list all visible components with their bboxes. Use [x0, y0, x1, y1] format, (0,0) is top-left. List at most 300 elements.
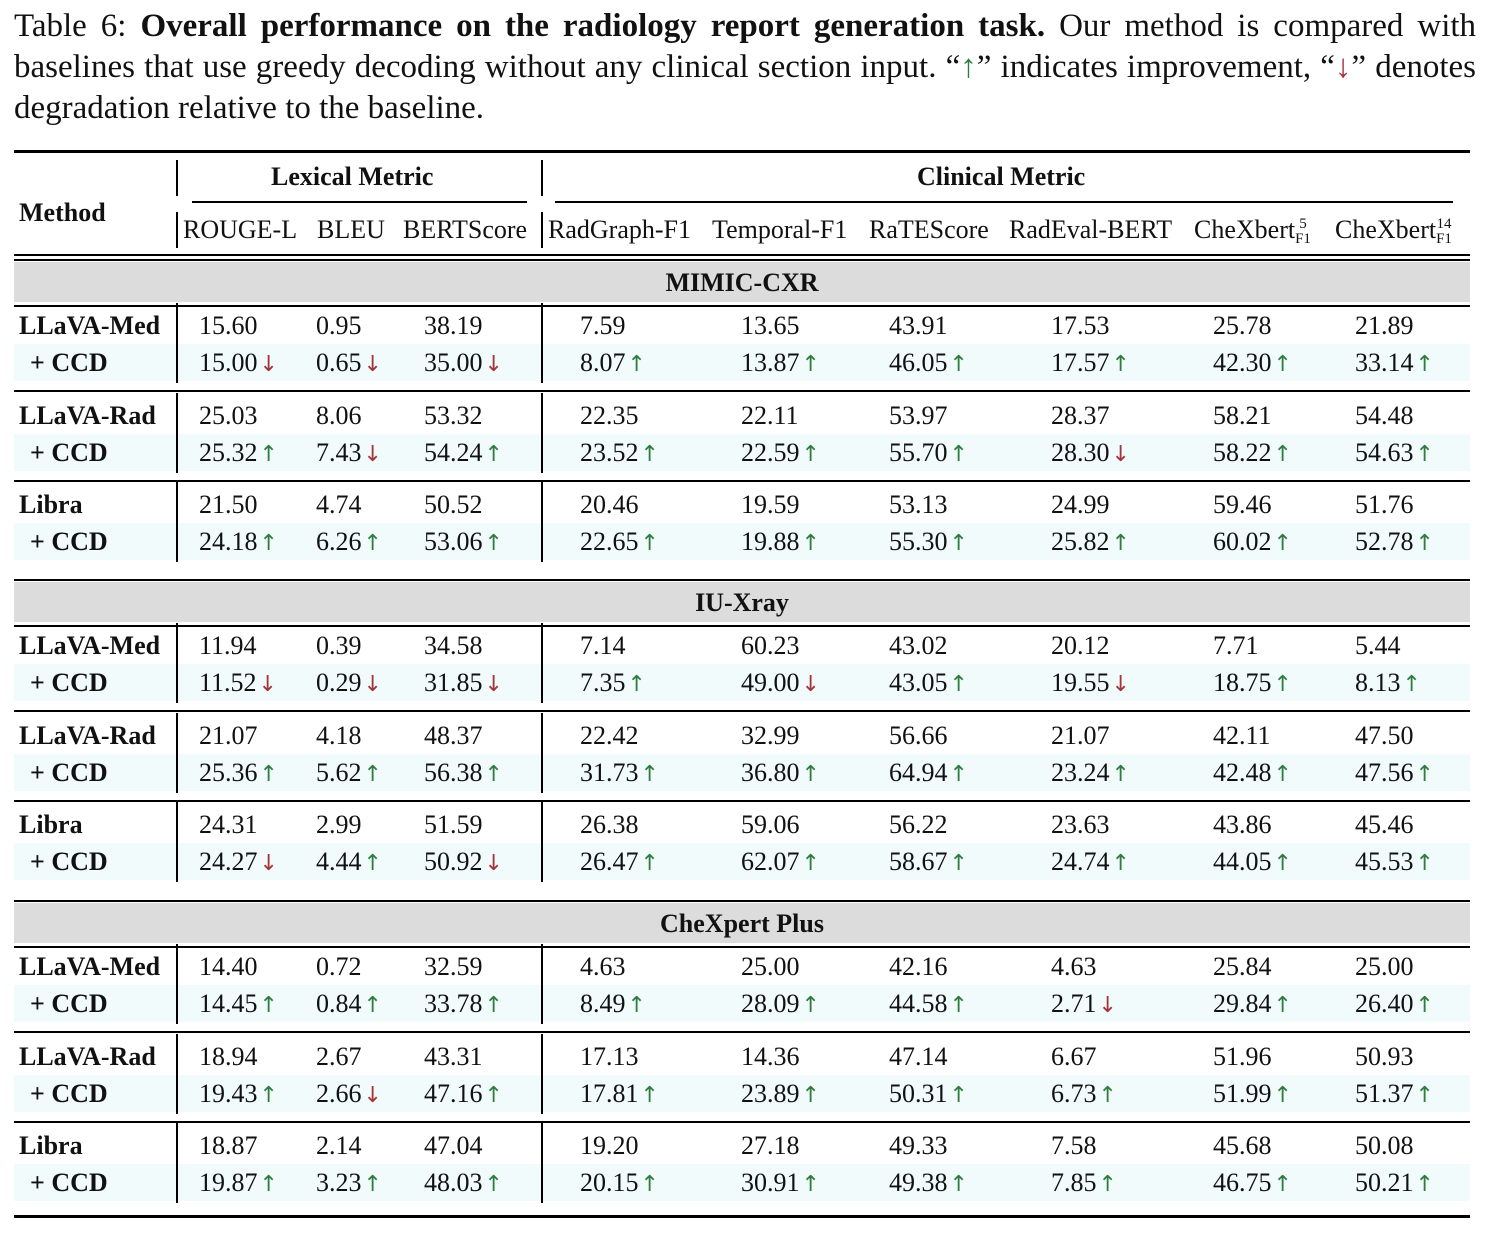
ccd-number: 22.59 — [741, 438, 800, 467]
ccd-value — [1213, 438, 1292, 470]
ccd-value — [316, 668, 382, 700]
dataset-header — [14, 582, 1470, 622]
ccd-number: 51.37 — [1355, 1079, 1414, 1108]
ccd-value — [424, 668, 503, 700]
ccd-number: 28.30 — [1051, 438, 1110, 467]
ccd-number: 3.23 — [316, 1168, 362, 1197]
up-arrow-icon: ↑ — [1273, 762, 1292, 787]
ccd-value — [1051, 758, 1130, 790]
ccd-value — [424, 348, 503, 380]
up-arrow-icon: ↑ — [1273, 672, 1292, 697]
up-arrow-icon: ↑ — [259, 762, 278, 787]
up-arrow-icon: ↑ — [259, 1083, 278, 1108]
ccd-number: 22.65 — [580, 527, 639, 556]
ccd-number: 47.56 — [1355, 758, 1414, 787]
ccd-value — [580, 989, 646, 1021]
group-separator — [176, 1034, 178, 1114]
down-arrow-icon: ↓ — [1334, 49, 1352, 85]
up-arrow-icon: ↑ — [949, 993, 968, 1018]
ccd-value — [1213, 527, 1292, 559]
ccd-number: 52.78 — [1355, 527, 1414, 556]
ccd-number: 8.13 — [1355, 668, 1401, 697]
ccd-value — [580, 758, 659, 790]
group-separator — [176, 303, 178, 383]
model-name: Libra — [19, 1131, 83, 1160]
ccd-label: + CCD — [30, 989, 108, 1018]
base-value: 0.95 — [316, 311, 362, 340]
base-value: 53.32 — [424, 401, 483, 430]
down-arrow-icon: ↓ — [801, 672, 820, 697]
ccd-number: 0.65 — [316, 348, 362, 377]
ccd-value — [424, 1168, 503, 1200]
ccd-value — [1355, 1168, 1434, 1200]
ccd-number: 46.75 — [1213, 1168, 1272, 1197]
ccd-number: 15.00 — [199, 348, 258, 377]
ccd-value — [1355, 758, 1434, 790]
ccd-value — [199, 989, 278, 1021]
down-arrow-icon: ↓ — [259, 851, 278, 876]
ccd-number: 2.71 — [1051, 989, 1097, 1018]
chexbert-5-label: CheXbert — [1194, 215, 1296, 244]
ccd-number: 2.66 — [316, 1079, 362, 1108]
base-value: 25.03 — [199, 401, 258, 430]
base-value: 45.46 — [1355, 810, 1414, 839]
ccd-value — [889, 1168, 968, 1200]
ccd-number: 33.78 — [424, 989, 483, 1018]
ccd-value — [1213, 989, 1292, 1021]
group-separator — [176, 1123, 178, 1203]
col-header-radeval-bert: RadEval-BERT — [1009, 215, 1173, 244]
base-value: 53.97 — [889, 401, 948, 430]
ccd-value — [741, 668, 820, 700]
up-arrow-icon: ↑ — [801, 1083, 820, 1108]
section-rule — [14, 625, 1470, 627]
base-value: 50.93 — [1355, 1042, 1414, 1071]
ccd-number: 43.05 — [889, 668, 948, 697]
base-value: 42.11 — [1213, 721, 1271, 750]
up-arrow-icon: ↑ — [1415, 442, 1434, 467]
base-value: 17.13 — [580, 1042, 639, 1071]
ccd-number: 25.32 — [199, 438, 258, 467]
group-rule — [14, 1121, 1470, 1123]
table-caption — [14, 6, 1476, 129]
section-rule — [14, 579, 1470, 581]
base-value: 25.00 — [1355, 952, 1414, 981]
ccd-label: + CCD — [30, 758, 108, 787]
ccd-value — [424, 847, 503, 879]
up-arrow-icon: ↑ — [363, 531, 382, 556]
clinical-group-header: Clinical Metric — [917, 162, 1086, 191]
up-arrow-icon: ↑ — [640, 851, 659, 876]
group-separator — [541, 944, 543, 1024]
ccd-number: 23.24 — [1051, 758, 1110, 787]
group-separator — [541, 802, 543, 882]
ccd-number: 56.38 — [424, 758, 483, 787]
ccd-value — [199, 758, 278, 790]
ccd-label: + CCD — [30, 348, 108, 377]
ccd-value — [889, 1079, 968, 1111]
base-value: 7.14 — [580, 631, 626, 660]
ccd-value — [316, 847, 382, 879]
base-value: 18.87 — [199, 1131, 258, 1160]
ccd-number: 31.85 — [424, 668, 483, 697]
section-rule — [14, 259, 1470, 261]
base-value: 51.76 — [1355, 490, 1414, 519]
ccd-value — [741, 758, 820, 790]
up-arrow-icon: ↑ — [949, 352, 968, 377]
down-arrow-icon: ↓ — [1111, 672, 1130, 697]
base-value: 18.94 — [199, 1042, 258, 1071]
up-arrow-icon: ↑ — [949, 1083, 968, 1108]
up-arrow-icon: ↑ — [640, 762, 659, 787]
ccd-value — [316, 1168, 382, 1200]
down-arrow-icon: ↓ — [484, 672, 503, 697]
ccd-number: 4.44 — [316, 847, 362, 876]
ccd-value — [1051, 1079, 1117, 1111]
ccd-number: 29.84 — [1213, 989, 1272, 1018]
col-header-rouge-l: ROUGE-L — [183, 215, 298, 244]
ccd-value — [424, 527, 503, 559]
up-arrow-icon: ↑ — [363, 762, 382, 787]
base-value: 26.38 — [580, 810, 639, 839]
ccd-label: + CCD — [30, 668, 108, 697]
base-value: 0.39 — [316, 631, 362, 660]
down-arrow-icon: ↓ — [1098, 993, 1117, 1018]
dataset-name: MIMIC-CXR — [665, 268, 819, 297]
base-value: 56.66 — [889, 721, 948, 750]
group-rule — [14, 1031, 1470, 1033]
base-value: 42.16 — [889, 952, 948, 981]
ccd-value — [1051, 348, 1130, 380]
ccd-number: 5.62 — [316, 758, 362, 787]
ccd-value — [889, 438, 968, 470]
base-value: 2.67 — [316, 1042, 362, 1071]
ccd-value — [199, 1079, 278, 1111]
ccd-value — [316, 758, 382, 790]
up-arrow-icon: ↑ — [484, 1172, 503, 1197]
up-arrow-icon: ↑ — [484, 1083, 503, 1108]
up-arrow-icon: ↑ — [949, 531, 968, 556]
ccd-value — [424, 438, 503, 470]
ccd-value — [199, 527, 278, 559]
ccd-number: 8.07 — [580, 348, 626, 377]
ccd-number: 19.55 — [1051, 668, 1110, 697]
ccd-number: 58.22 — [1213, 438, 1272, 467]
base-value: 15.60 — [199, 311, 258, 340]
base-value: 43.31 — [424, 1042, 483, 1071]
base-value: 60.23 — [741, 631, 800, 660]
base-value: 0.72 — [316, 952, 362, 981]
model-name: LLaVA-Med — [19, 631, 161, 660]
ccd-number: 42.48 — [1213, 758, 1272, 787]
up-arrow-icon: ↑ — [1415, 352, 1434, 377]
ccd-number: 33.14 — [1355, 348, 1414, 377]
ccd-number: 44.58 — [889, 989, 948, 1018]
chexbert-5-sub: F1 — [1295, 231, 1311, 248]
lexical-underline — [192, 201, 527, 203]
ccd-number: 18.75 — [1213, 668, 1272, 697]
ccd-value — [889, 989, 968, 1021]
base-value: 27.18 — [741, 1131, 800, 1160]
up-arrow-icon: ↑ — [801, 762, 820, 787]
ccd-value — [580, 348, 646, 380]
ccd-value — [889, 847, 968, 879]
col-header-chexbert-14 — [1335, 215, 1452, 247]
base-value: 14.40 — [199, 952, 258, 981]
down-arrow-icon: ↓ — [484, 851, 503, 876]
ccd-number: 47.16 — [424, 1079, 483, 1108]
up-arrow-icon: ↑ — [1273, 851, 1292, 876]
up-arrow-icon: ↑ — [484, 993, 503, 1018]
ccd-number: 6.73 — [1051, 1079, 1097, 1108]
group-separator — [541, 1123, 543, 1203]
up-arrow-icon: ↑ — [1415, 851, 1434, 876]
ccd-number: 58.67 — [889, 847, 948, 876]
base-value: 14.36 — [741, 1042, 800, 1071]
ccd-number: 35.00 — [424, 348, 483, 377]
ccd-value — [1213, 348, 1292, 380]
base-value: 47.14 — [889, 1042, 948, 1071]
ccd-number: 64.94 — [889, 758, 948, 787]
model-name: LLaVA-Med — [19, 311, 161, 340]
ccd-value — [199, 668, 277, 700]
down-arrow-icon: ↓ — [1111, 442, 1130, 467]
ccd-number: 48.03 — [424, 1168, 483, 1197]
ccd-value — [316, 989, 382, 1021]
ccd-value — [889, 348, 968, 380]
header-rule — [14, 254, 1470, 256]
ccd-number: 6.26 — [316, 527, 362, 556]
model-name: LLaVA-Med — [19, 952, 161, 981]
model-name: LLaVA-Rad — [19, 401, 156, 430]
up-arrow-icon: ↑ — [1111, 762, 1130, 787]
ccd-number: 28.09 — [741, 989, 800, 1018]
model-name: LLaVA-Rad — [19, 721, 156, 750]
up-arrow-icon: ↑ — [801, 993, 820, 1018]
ccd-number: 54.63 — [1355, 438, 1414, 467]
base-value: 25.84 — [1213, 952, 1272, 981]
group-separator — [541, 393, 543, 473]
base-value: 6.67 — [1051, 1042, 1097, 1071]
ccd-number: 14.45 — [199, 989, 258, 1018]
base-value: 20.12 — [1051, 631, 1110, 660]
base-value: 22.42 — [580, 721, 639, 750]
base-value: 32.99 — [741, 721, 800, 750]
ccd-value — [1355, 847, 1434, 879]
group-rule — [14, 710, 1470, 712]
method-header: Method — [19, 198, 106, 227]
ccd-value — [199, 847, 278, 879]
group-separator — [176, 393, 178, 473]
base-value: 2.99 — [316, 810, 362, 839]
ccd-number: 45.53 — [1355, 847, 1414, 876]
ccd-number: 50.21 — [1355, 1168, 1414, 1197]
up-arrow-icon: ↑ — [1415, 762, 1434, 787]
ccd-number: 50.92 — [424, 847, 483, 876]
base-value: 59.06 — [741, 810, 800, 839]
caption-text-3: ” denotes degradation relative to the baseline. — [14, 49, 1476, 126]
up-arrow-icon: ↑ — [1111, 851, 1130, 876]
group-separator — [541, 623, 543, 703]
base-value: 59.46 — [1213, 490, 1272, 519]
base-value: 51.96 — [1213, 1042, 1272, 1071]
ccd-number: 60.02 — [1213, 527, 1272, 556]
down-arrow-icon: ↓ — [363, 672, 382, 697]
base-value: 4.74 — [316, 490, 362, 519]
ccd-label: + CCD — [30, 527, 108, 556]
up-arrow-icon: ↑ — [1273, 1172, 1292, 1197]
ccd-number: 51.99 — [1213, 1079, 1272, 1108]
base-value: 22.11 — [741, 401, 799, 430]
model-name: Libra — [19, 490, 83, 519]
base-value: 23.63 — [1051, 810, 1110, 839]
ccd-number: 26.40 — [1355, 989, 1414, 1018]
base-value: 5.44 — [1355, 631, 1401, 660]
group-separator — [176, 623, 178, 703]
up-arrow-icon: ↑ — [801, 352, 820, 377]
ccd-value — [889, 668, 968, 700]
base-value: 25.78 — [1213, 311, 1272, 340]
ccd-number: 17.81 — [580, 1079, 639, 1108]
lexical-group-header: Lexical Metric — [271, 162, 434, 191]
dataset-name: IU-Xray — [695, 588, 789, 617]
group-separator — [541, 1034, 543, 1114]
base-value: 24.99 — [1051, 490, 1110, 519]
up-arrow-icon: ↑ — [363, 993, 382, 1018]
ccd-number: 24.18 — [199, 527, 258, 556]
ccd-number: 0.29 — [316, 668, 362, 697]
base-value: 19.59 — [741, 490, 800, 519]
up-arrow-icon: ↑ — [484, 442, 503, 467]
ccd-number: 19.43 — [199, 1079, 258, 1108]
ccd-number: 49.00 — [741, 668, 800, 697]
ccd-value — [1213, 668, 1292, 700]
group-separator — [176, 713, 178, 793]
up-arrow-icon: ↑ — [1415, 1172, 1434, 1197]
base-value: 56.22 — [889, 810, 948, 839]
ccd-value — [199, 438, 278, 470]
up-arrow-icon: ↑ — [259, 531, 278, 556]
ccd-number: 44.05 — [1213, 847, 1272, 876]
base-value: 48.37 — [424, 721, 483, 750]
ccd-number: 36.80 — [741, 758, 800, 787]
up-arrow-icon: ↑ — [484, 531, 503, 556]
up-arrow-icon: ↑ — [949, 1172, 968, 1197]
base-value: 8.06 — [316, 401, 362, 430]
dataset-name: CheXpert Plus — [660, 909, 824, 938]
base-value: 13.65 — [741, 311, 800, 340]
caption-text-2: ” indicates improvement, “ — [976, 49, 1335, 85]
base-value: 4.63 — [1051, 952, 1097, 981]
down-arrow-icon: ↓ — [484, 352, 503, 377]
up-arrow-icon: ↑ — [960, 49, 977, 85]
down-arrow-icon: ↓ — [259, 352, 278, 377]
up-arrow-icon: ↑ — [949, 672, 968, 697]
ccd-value — [741, 1168, 820, 1200]
ccd-value — [580, 847, 659, 879]
group-separator — [541, 482, 543, 562]
up-arrow-icon: ↑ — [801, 442, 820, 467]
up-arrow-icon: ↑ — [801, 1172, 820, 1197]
up-arrow-icon: ↑ — [949, 442, 968, 467]
ccd-value — [316, 1079, 382, 1111]
ccd-number: 7.43 — [316, 438, 362, 467]
group-rule — [14, 480, 1470, 482]
ccd-value — [1051, 527, 1130, 559]
up-arrow-icon: ↑ — [1273, 1083, 1292, 1108]
ccd-value — [316, 438, 382, 470]
ccd-value — [1051, 438, 1130, 470]
ccd-value — [316, 527, 382, 559]
caption-label: Table 6: — [14, 8, 127, 44]
chexbert-14-sub: F1 — [1436, 231, 1452, 248]
ccd-value — [1051, 847, 1130, 879]
up-arrow-icon: ↑ — [259, 1172, 278, 1197]
ccd-value — [741, 989, 820, 1021]
header-separator — [541, 212, 543, 248]
base-value: 20.46 — [580, 490, 639, 519]
ccd-value — [1355, 1079, 1434, 1111]
ccd-value — [889, 527, 968, 559]
ccd-number: 24.27 — [199, 847, 258, 876]
base-value: 7.58 — [1051, 1131, 1097, 1160]
base-value: 25.00 — [741, 952, 800, 981]
section-rule — [14, 900, 1470, 902]
ccd-value — [199, 348, 278, 380]
base-value: 21.50 — [199, 490, 258, 519]
ccd-value — [1213, 1079, 1292, 1111]
up-arrow-icon: ↑ — [1402, 672, 1421, 697]
base-value: 43.86 — [1213, 810, 1272, 839]
base-value: 24.31 — [199, 810, 258, 839]
up-arrow-icon: ↑ — [640, 442, 659, 467]
up-arrow-icon: ↑ — [363, 1172, 382, 1197]
ccd-number: 20.15 — [580, 1168, 639, 1197]
base-value: 47.04 — [424, 1131, 483, 1160]
chexbert-5-sup: 5 — [1299, 216, 1307, 233]
ccd-value — [1355, 668, 1421, 700]
base-value: 21.89 — [1355, 311, 1414, 340]
chexbert-14-label: CheXbert — [1335, 215, 1437, 244]
ccd-value — [199, 1168, 278, 1200]
up-arrow-icon: ↑ — [627, 993, 646, 1018]
dataset-header — [14, 903, 1470, 943]
base-value: 54.48 — [1355, 401, 1414, 430]
base-value: 51.59 — [424, 810, 483, 839]
up-arrow-icon: ↑ — [1273, 531, 1292, 556]
up-arrow-icon: ↑ — [640, 1172, 659, 1197]
ccd-number: 19.88 — [741, 527, 800, 556]
ccd-value — [580, 1079, 659, 1111]
group-rule — [14, 800, 1470, 802]
ccd-number: 23.52 — [580, 438, 639, 467]
base-value: 50.08 — [1355, 1131, 1414, 1160]
ccd-label: + CCD — [30, 847, 108, 876]
ccd-value — [1355, 989, 1434, 1021]
ccd-number: 49.38 — [889, 1168, 948, 1197]
base-value: 50.52 — [424, 490, 483, 519]
up-arrow-icon: ↑ — [801, 531, 820, 556]
ccd-value — [1051, 989, 1117, 1021]
ccd-number: 42.30 — [1213, 348, 1272, 377]
up-arrow-icon: ↑ — [259, 442, 278, 467]
base-value: 47.50 — [1355, 721, 1414, 750]
group-rule — [14, 390, 1470, 392]
ccd-value — [741, 527, 820, 559]
ccd-number: 23.89 — [741, 1079, 800, 1108]
ccd-value — [1051, 668, 1130, 700]
ccd-number: 17.57 — [1051, 348, 1110, 377]
